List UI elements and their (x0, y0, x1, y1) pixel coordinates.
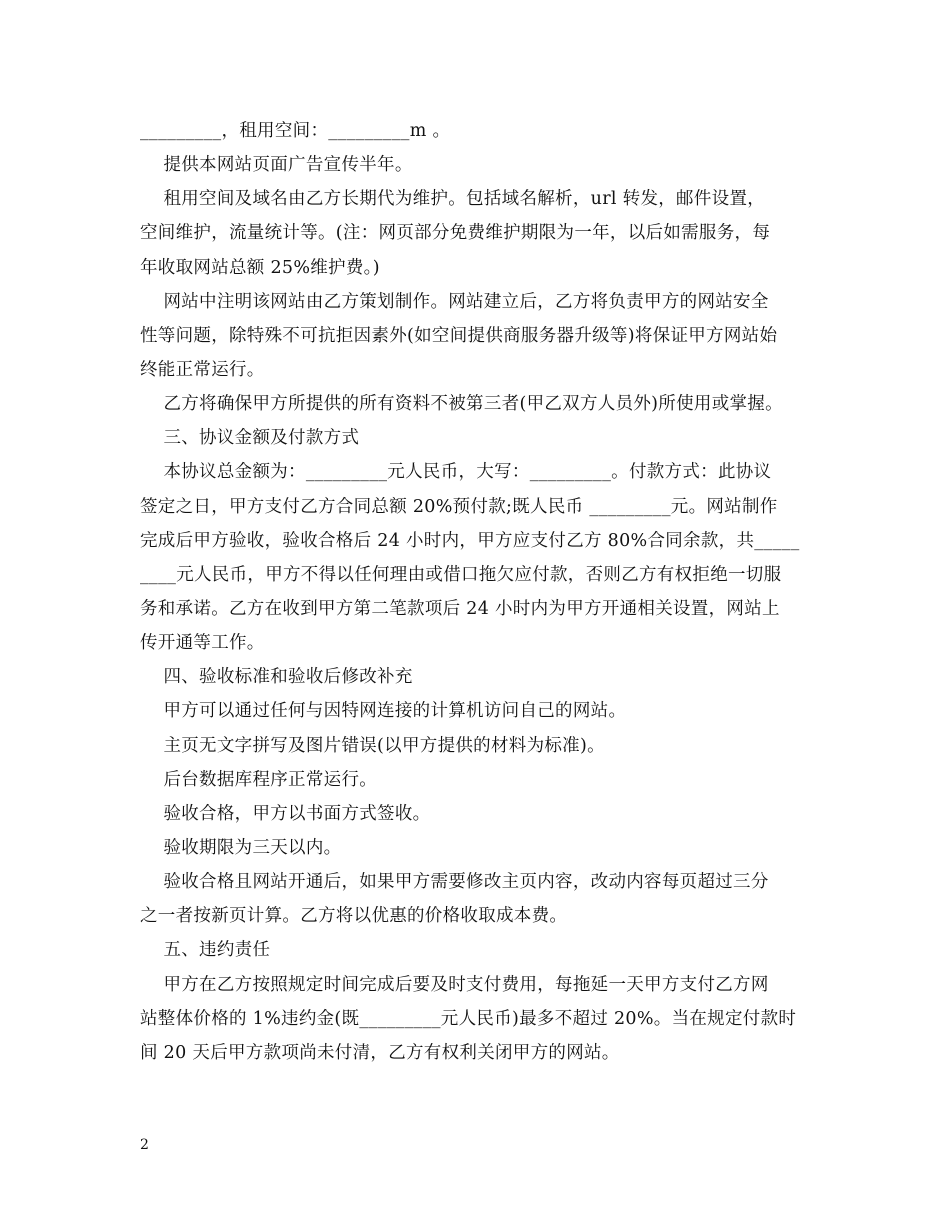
text-line: 验收期限为三天以内。 (140, 837, 342, 858)
text-line: 乙方将确保甲方所提供的所有资料不被第三者(甲乙双方人员外)所使用或掌握。 (140, 394, 783, 415)
page-number: 2 (140, 1137, 149, 1153)
text-line: 验收合格且网站开通后，如果甲方需要修改主页内容，改动内容每页超过三分 (140, 872, 769, 893)
text-line: 主页无文字拼写及图片错误(以甲方提供的材料为标准)。 (140, 735, 605, 756)
text-line: _________，租用空间：_________m 。 (140, 121, 451, 141)
text-line: 网站中注明该网站由乙方策划制作。网站建立后，乙方将负责甲方的网站安全 (140, 291, 769, 312)
text-line: 后台数据库程序正常运行。 (140, 769, 378, 790)
text-line: 终能正常运行。 (140, 359, 265, 380)
text-line: 年收取网站总额 25%维护费。) (140, 257, 380, 278)
text-line: 务和承诺。乙方在收到甲方第二笔款项后 24 小时内为甲方开通相关设置，网站上 (140, 598, 780, 619)
text-line: 提供本网站页面广告宣传半年。 (140, 155, 413, 176)
text-line: 甲方可以通过任何与因特网连接的计算机访问自己的网站。 (140, 701, 627, 722)
text-line: 之一者按新页计算。乙方将以优惠的价格收取成本费。 (140, 906, 568, 927)
text-line: 传开通等工作。 (140, 633, 265, 654)
section-heading: 五、违约责任 (140, 940, 271, 961)
text-line: 甲方在乙方按照规定时间完成后要及时支付费用，每拖延一天甲方支付乙方网 (140, 974, 769, 995)
section-heading: 四、验收标准和验收后修改补充 (140, 667, 413, 688)
section-heading: 三、协议金额及付款方式 (140, 428, 360, 449)
text-line: 签定之日，甲方支付乙方合同总额 20%预付款;既人民币 _________元。网站制作 (140, 496, 778, 517)
text-line: 空间维护，流量统计等。(注：网页部分免费维护期限为一年，以后如需服务，每 (140, 223, 771, 244)
text-line: 间 20 天后甲方款项尚未付清，乙方有权利关闭甲方的网站。 (140, 1042, 620, 1063)
text-line: 完成后甲方验收，验收合格后 24 小时内，甲方应支付乙方 80%合同余款，共_____ (140, 530, 800, 551)
text-line: 性等问题，除特殊不可抗拒因素外(如空间提供商服务器升级等)将保证甲方网站始 (140, 325, 778, 346)
text-line: 验收合格，甲方以书面方式签收。 (140, 803, 431, 824)
text-line: 本协议总金额为：_________元人民币，大写：_________。付款方式：此协议 (140, 462, 772, 483)
text-line: 站整体价格的 1%违约金(既_________元人民币)最多不超过 20%。当在规定付款时 (140, 1008, 797, 1029)
document-body (140, 114, 812, 1070)
text-line: 租用空间及域名由乙方长期代为维护。包括域名解析，url 转发，邮件设置， (140, 189, 766, 210)
text-line: ____元人民币，甲方不得以任何理由或借口拖欠应付款，否则乙方有权拒绝一切服 (140, 564, 782, 585)
